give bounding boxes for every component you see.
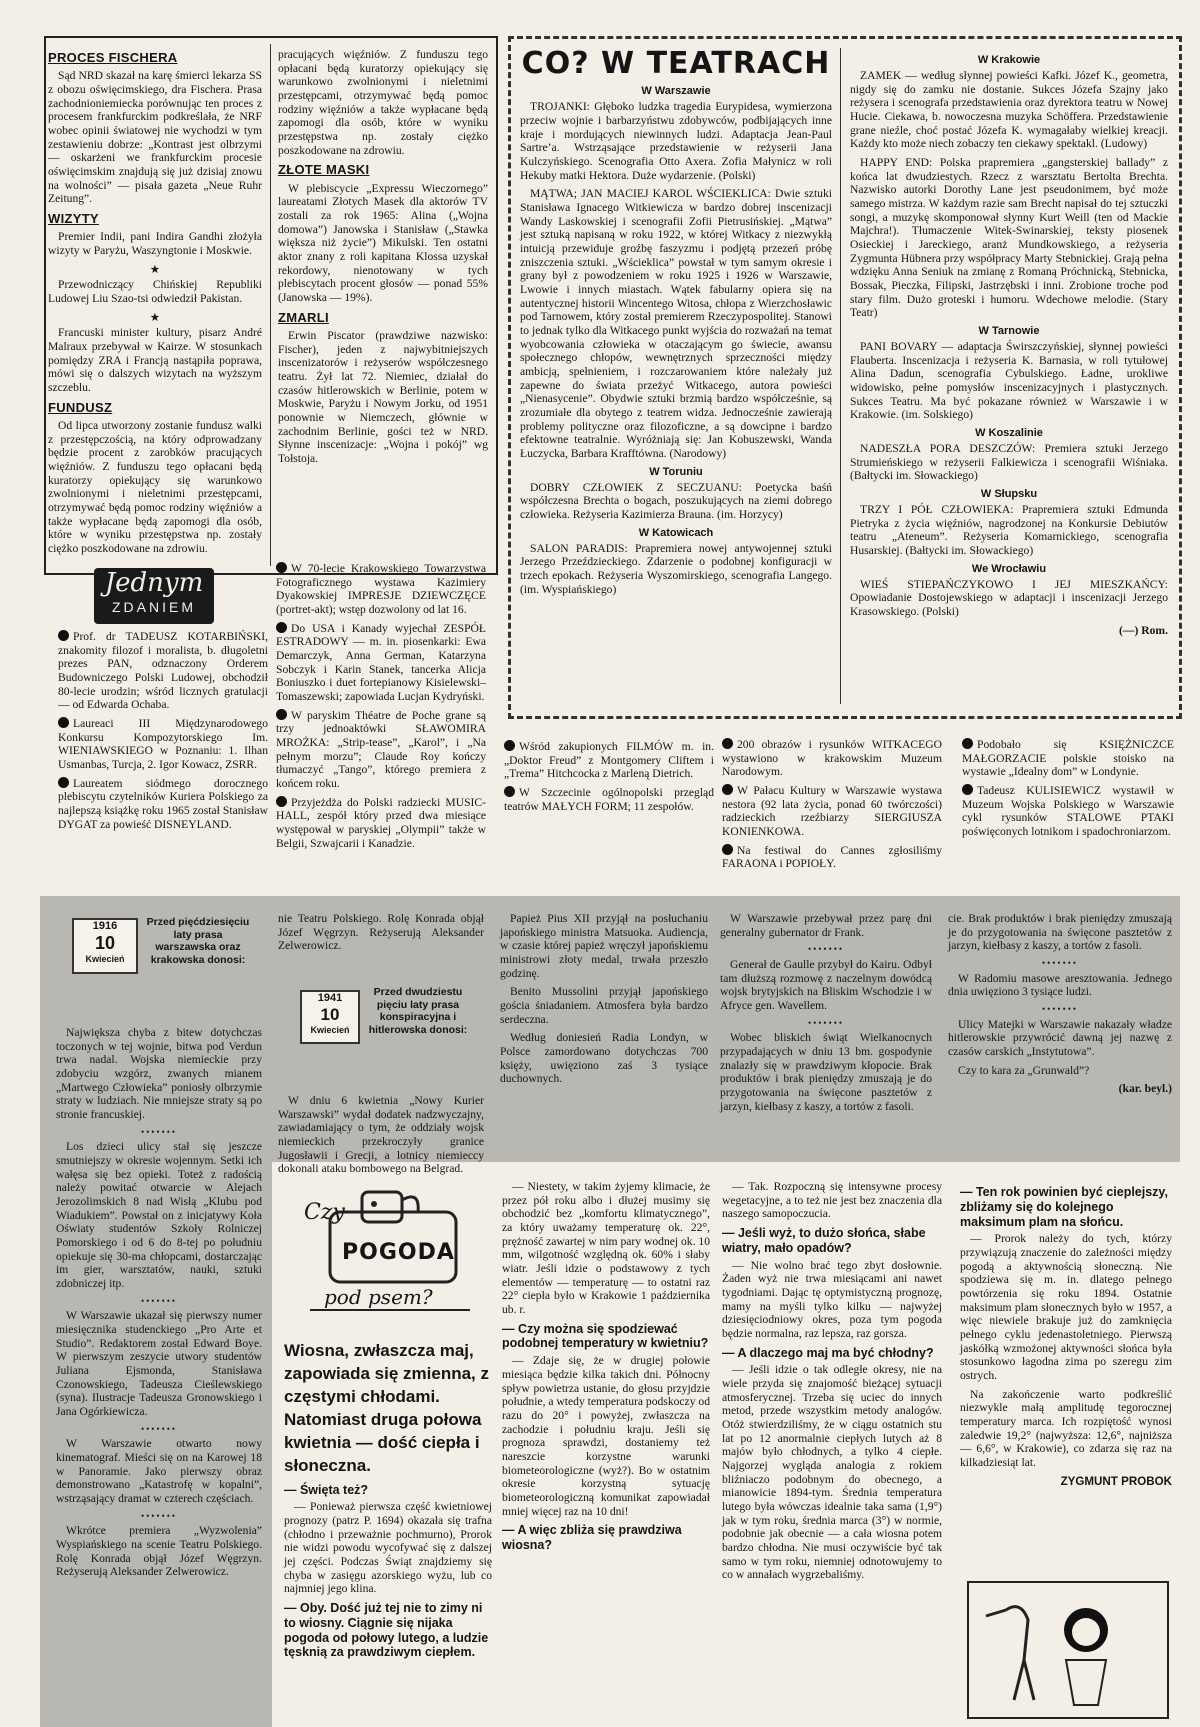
pogoda-question: — A dlaczego maj ma być chłodny? xyxy=(722,1345,934,1360)
proces-text: Sąd NRD skazał na karę śmierci lekarza SS z obozu oświęcimskiego, dra Fischera. Prasa zachodnioniemiecka porównując ten proces z procesem frankfurckim podkreślała, że NRF wobec opinii światowej nie wychodzi w tym zestawieniu dobrze: „Kontrast jest olbrzymi — oskarżeni we frankfurckim procesie oświęcimskim znajdują się już dzisiaj znowu na wolności” — pisała gazeta „Neue Ruhr Zeitung”. xyxy=(48,69,262,206)
theatre-city: W Krakowie xyxy=(977,54,1041,66)
pogoda-answer: — Jeśli idzie o tak odległe okresy, nie na wiele przyda się znajomość bieżącej sytuacji atmosferycznej. Trzeba się uciec do innych metod, przede wszystkim metody analogów. Otóż stwierdziliśmy, że w ciągu ostatnich stu lat po 12 anormalnie ciepłych lutych aż 8 majów było chłodnych, a tylko 4 ciepłe. Najgorzej wygląda analogia z rokiem bliźniaczo podobnym do obecnego, a mianowicie 1894-tym. Średnia temperatura lutego była wówczas idealnie taka sama (1,9°) jak w tym roku, średnia marca (3°) w normie, podobnie jak obecnie — a cała wiosna potem bardzo chłodna. Nie musi oczywiście być tak samo w tym roku, niemniej odnotowujemy to co w annałach wygrzebaliśmy. xyxy=(722,1363,942,1582)
history-item: W Radomiu masowe aresztowania. Jednego dnia uwięziono 3 tysiące ludzi. xyxy=(948,971,1172,999)
pogoda-answer: — Niestety, w takim żyjemy klimacie, że przez pół roku albo i dłużej musimy się obchodzić bez „komfortu klimatycznego”, za który uważamy temperaturę ok. 22°, prężność zawartej w nim pary wodnej ok. 10 mm, wilgotność względną ok. 60% i słaby wiatr. Jeśli idzie o podstawowy z tych elementów — temperaturę — to ostatni raz 22° ciepła było w Krakowie 1 października ub. r. xyxy=(502,1180,710,1317)
jednym-item: Wśród zakupionych FILMÓW m. in. „Doktor Freud” z Montgomery Cliftem i „Trema” Hitchcocka z Marleną Dietrich. xyxy=(504,740,714,781)
theatre-city: W Tarnowie xyxy=(978,325,1040,338)
star-separator: ★ xyxy=(149,262,161,276)
history-item-cont: nie Teatru Polskiego. Rolę Konrada objął Józef Węgrzyn. Reżyserują Aleksander Zelwerowicz. xyxy=(278,912,484,953)
jednym-col-5 xyxy=(962,738,1174,878)
bullet-icon xyxy=(58,630,69,641)
jednym-col-3 xyxy=(504,740,714,880)
pogoda-question: — Oby. Dość już tej nie to zimy ni to wiosny. Ciągnie się nijaka pogoda od połowy lutego, a ludzie tęsknią za prawdziwym ciepłem. xyxy=(284,1601,489,1660)
bullet-icon xyxy=(276,562,287,573)
zmarli-title: ZMARLI xyxy=(278,309,329,325)
bullet-icon xyxy=(722,844,733,855)
pogoda-answer: — Tak. Rozpoczną się intensywne procesy wegetacyjne, a to też nie jest bez znaczenia dla naszego samopoczucia. xyxy=(722,1180,942,1221)
jednym-item: Tadeusz KULISIEWICZ wystawił w Muzeum Wojska Polskiego w Warszawie cykl rysunków STALOWE PTAKI poświęconych lotnikom i spadochroniarzom. xyxy=(962,784,1174,839)
pogoda-col-2 xyxy=(502,1180,710,1725)
news-col-left xyxy=(48,48,262,566)
fundusz-text-cont: pracujących więźniów. Z funduszu tego opłacani będą kuratorzy opiekujący się warunkowo zwolnionymi i nieletnimi przestępcami, otrzymywać będą pomoc rodziny więźniów a także wypłacane będą zapomogi dla osób, które w wyniku przestępstwa np. zostały ciężko poszkodowane na zdrowiu. xyxy=(278,48,488,157)
news-col-right xyxy=(278,48,488,566)
history-item: Czy to kara za „Grunwald”? xyxy=(958,1063,1090,1077)
separator: ••••••• xyxy=(807,1017,845,1028)
pogoda-logo-a: Czy xyxy=(304,1200,345,1225)
bullet-icon xyxy=(962,738,973,749)
jednym-item: Prof. dr TADEUSZ KOTARBIŃSKI, znakomity filozof i moralista, b. długoletni prezes PAN, odznaczony Orderem Budowniczego Polski Ludowej, obchodził 80-lecie urodzin; wśród licznych gratulacji — od Edwarda Ochaba. xyxy=(58,630,268,712)
date-year: 1941 xyxy=(317,992,343,1004)
separator: ••••••• xyxy=(140,1510,178,1521)
pogoda-signature: ZYGMUNT PROBOK xyxy=(1060,1474,1172,1488)
theatre-entry: WIEŚ STIEPAŃCZYKOWO I JEJ MIESZKAŃCY: Opowiadanie Dostojewskiego w adaptacji i inscenizacji Jerzego Krasowskiego. (Polski) xyxy=(850,577,1168,619)
pogoda-answer: — Nie wolno brać tego zbyt dosłownie. Żaden wyż nie trwa miesiącami ani nawet tygodniami. Dając tę optymistyczną prognozę, mamy na myśli tylko kilku — najwyżej dziesięciodniowy okres, poza tym pogoda będzie normalna, raz lepsza, raz gorsza. xyxy=(722,1258,942,1340)
theatre-entry: NADESZŁA PORA DESZCZÓW: Premiera sztuki Jerzego Strumieńskiego w reżyserii Falkiewicza i scenografii Wiśniaka. (Bałtycki im. Słowackiego) xyxy=(850,442,1168,483)
bullet-icon xyxy=(962,784,973,795)
jednym-item: Laureaci III Międzynarodowego Konkursu Kompozytorskiego Im. WIENIAWSKIEGO w Poznaniu: 1. Ilhan Usmanbas, Turcja, 2. Igor Kowacz, ZSRR. xyxy=(58,717,268,772)
theatre-city: W Katowicach xyxy=(638,526,714,539)
separator: ••••••• xyxy=(1041,958,1079,969)
pogoda-question: — Jeśli wyż, to dużo słońca, słabe wiatry, mało opadów? xyxy=(722,1226,926,1255)
bullet-icon xyxy=(58,717,69,728)
theatre-city: We Wrocławiu xyxy=(971,562,1047,575)
jednym-item: Laureatem siódmego dorocznego plebiscytu czytelników Kuriera Polskiego za najlepszą książkę roku 1965 został Stanisław DYGAT za powieść DISNEYLAND. xyxy=(58,776,268,831)
wizyty-item: Przewodniczący Chińskiej Republiki Ludowej Liu Szao-tsi odwiedził Pakistan. xyxy=(48,278,262,306)
history-1941-d xyxy=(948,912,1172,1158)
logo-line1: Jednym xyxy=(104,568,204,598)
history-item: W Warszawie przebywał przez parę dni generalny gubernator dr Frank. xyxy=(720,912,932,939)
fundusz-text: Od lipca utworzony zostanie fundusz walki z przestępczością, na który odprowadzany będzie procent z zarobków pracujących więźniów. Z funduszu tego opłacani będą kuratorzy opiekujący się warunkowo zwolnionymi i nieletnimi przestępcami, otrzymywać będą pomoc rodziny więźniów a także wypłacane będą zapomogi dla osób, które w wyniku przestępstwa np. zostały ciężko poszkodowane na zdrowiu. xyxy=(48,419,262,556)
theatre-entry: SALON PARADIS: Prapremiera nowej antywojennej sztuki Jerzego Przeździeckiego. Zdarzenie o podobnej konfiguracji w trzech epokach. Reżyseria Wyszomirskiego, scenografia Langego. (im. Wyspiańskiego) xyxy=(520,541,832,596)
date-year: 1916 xyxy=(92,920,118,932)
jednym-col-1 xyxy=(58,630,268,875)
wizyty-title: WIZYTY xyxy=(48,211,99,227)
column-divider xyxy=(270,44,271,566)
pogoda-answer: — Zdaje się, że w drugiej połowie miesiąca będzie kilka takich dni. Północny spływ powietrza ustanie, do głosu przyjdzie południe, a wtedy temperatura podskoczy od razu do 20° i powyżej, zwłaszcza na zachodzie i południu kraju. Jeśli się prognoza sprawdzi, dostaniemy też nareszcie korzystne warunki biometeorologiczne (wyż?). Bo w ostatnim okresie korzystną sytuację biometeorologiczną komunikat zapowiadał mniej więcej raz na 10 dni! xyxy=(502,1354,710,1518)
history-item: Wkrótce premiera „Wyzwolenia” Wyspiańskiego na scenie Teatru Polskiego. Rolę Konrada objął Józef Węgrzyn. Reżyserują Aleksander Zelwerowicz. xyxy=(56,1524,262,1579)
pogoda-question: — Ten rok powinien być cieplejszy, zbliżamy się do kolejnego maksimum plam na słońcu. xyxy=(960,1185,1168,1229)
zlote-title: ZŁOTE MASKI xyxy=(278,162,370,178)
jednym-zdaniem-logo xyxy=(94,568,214,624)
pogoda-col-1 xyxy=(284,1340,492,1725)
date-month: Kwiecień xyxy=(310,1025,350,1036)
history-item: Ulicy Matejki w Warszawie nakazały władze hitlerowskie przywrócić dawną jej nazwę z czasów carskich „Instytutowa”. xyxy=(948,1017,1172,1058)
history-item: Największa chyba z bitew dotychczas toczonych w tej wojnie, bitwa pod Verdun trwa nadal. Wojska niemieckie przy zdobyciu wzgórz, zwanych mianem „Martwego Człowieka” poniosły olbrzymie straty w ludziach. Nie mniejsze straty są po stronie francuskiej. xyxy=(56,1026,262,1122)
jednym-col-4 xyxy=(722,738,942,878)
separator: ••••••• xyxy=(1041,1003,1079,1014)
jednym-item: W 70-lecie Krakowskiego Towarzystwa Fotograficznego wystawa Kazimiery Dyakowskiej IMPRESJE DZIEWCZĘCE (portret-akt); wstęp dozwolony od lat 16. xyxy=(276,562,486,617)
history-signature: (kar. beyl.) xyxy=(1118,1082,1172,1096)
theatre-city: W Toruniu xyxy=(649,465,703,478)
bullet-icon xyxy=(276,796,287,807)
theatre-city: W Słupsku xyxy=(980,488,1038,501)
pogoda-logo xyxy=(300,1182,480,1332)
theatre-title: CO? W TEATRACH xyxy=(521,46,831,81)
history-item: Generał de Gaulle przybył do Kairu. Odbył tam dłuższą rozmowę z naczelnym dowódcą wojsk brytyjskich na Bliskim Wschodzie i w Afryce gen. Wavellem. xyxy=(720,957,932,1012)
theatre-signature: (—) Rom. xyxy=(1119,623,1168,637)
jednym-item: Do USA i Kanady wyjechał ZESPÓŁ ESTRADOWY — m. in. piosenkarki: Ewa Demarczyk, Anna German, Katarzyna Sobczyk i Karin Stanek, tancerka Alicja Boniuszko i duet fortepianowy Kisielewski–Tomaszewski; zapowiada Lucjan Kydryński. xyxy=(276,621,486,704)
theatre-entry: MĄTWA; JAN MACIEJ KAROL WŚCIEKLICA: Dwie sztuki Stanisława Ignacego Witkiewicza w bardzo dobrej inscenizacji Wandy Laskowskiej i scenografii Zofii Pietrusińskiej. „Mątwa” jest sztuką napisaną w roku 1922, w której Witkacy z niezwykłą intuicją przewiduje groźbę faszyzmu i podjętą przezeń próbę zniszczenia sztuki. „Wścieklica” powstał w tym samym okresie i grany był z powodzeniem w roku 1925 i 1926 w Warszawie, Lwowie i innych miastach. Wątek fabularny opiera się na autentycznej historii Wincentego Witosa, chłopa z Wierzchosławic pod Tarnowem, który został premierem Rzeczypospolitej. Stanowi to jednak tylko dla Witkacego punkt wyjścia do rozważań na temat wyobcowania człowieka w otaczającym go świecie, awansu społecznego chłopów, wewnętrznych sprzeczności między ambicją, spełnieniem, i rozczarowaniem które należały już zapewne do świata przeżyć Witkacego, autora powieści „Nienasycenie”. Obydwie sztuki brzmią bardzo współcześnie, są zrozumiałe dla obytego z teatrem widza. Jednocześnie zawierają problemy polityczne oraz filozoficzne, a są dowcipne i bardzo efektowne teatralnie. Wyróżniają się: Jan Kobuszewski, Wanda Łuczycka, Barbara Krafftówna. (Narodowy) xyxy=(520,187,832,461)
jednym-item: W paryskim Théatre de Poche grane są trzy jednoaktówki SŁAWOMIRA MROŻKA: „Strip-tease”, „Karol”, i „Na pełnym morzu”; Claude Roy kończy tłumaczyć „Tango”, którego premiera z końcem roku. xyxy=(276,708,486,791)
proces-title: PROCES FISCHERA xyxy=(48,50,178,65)
date-box-1916 xyxy=(72,918,138,974)
history-item: cie. Brak produktów i brak pieniędzy zmuszają je do przygotowania na święcone pasztetów z jarzyn, kiełbasy z kaszy, a tortów z fasoli. xyxy=(948,912,1172,953)
fundusz-title: FUNDUSZ xyxy=(48,399,113,415)
wizyty-item: Premier Indii, pani Indira Gandhi złożyła wizyty w Paryżu, Waszyngtonie i Moskwie. xyxy=(48,230,262,258)
history-item: Wobec bliskich świąt Wielkanocnych przypadających w dniu 13 bm. gospodynie znalazły się w prawdziwym kłopocie. Brak produktów i brak pieniędzy zmuszają je do przygotowania na święcone pasztetów z jarzyn, kiełbasy z kaszy, a tortów z fasoli. xyxy=(720,1031,932,1113)
pogoda-logo-b: POGODA xyxy=(342,1240,455,1265)
pogoda-lead: Wiosna, zwłaszcza maj, zapowiada się zmienna, z częstymi chłodami. Natomiast druga połowa kwietnia — dość ciepła i słoneczna. xyxy=(284,1341,490,1475)
pogoda-col-3 xyxy=(722,1180,942,1725)
pogoda-col-4 xyxy=(960,1180,1172,1575)
pogoda-question: — Czy można się spodziewać podobnej temperatury w kwietniu? xyxy=(502,1321,709,1351)
pogoda-answer: Na zakończenie warto podkreślić niezwykle małą amplitudę tegorocznej temperatury marca. Ich rozpiętość wynosi zaledwie 19,2° (najwyższa: 12,6°, najniższa — 6,6°, w Krakowie), co zdarza się raz na kilkadziesiąt lat. xyxy=(960,1387,1172,1469)
theatre-col-1 xyxy=(520,46,832,708)
theatre-entry: TRZY I PÓŁ CZŁOWIEKA: Prapremiera sztuki Edmunda Pietryka z życia więźniów, nagrodzonej na Konkursie Debiutów teatru „Ateneum”. Reżyseria Komarnickiego, scenografia Husarskiej. (Bałtycki im. Słowackiego) xyxy=(850,503,1168,558)
date-day: 10 xyxy=(94,932,116,953)
history-item: Los dzieci ulicy stał się jeszcze smutniejszy w okresie wojennym. Setki ich wałęsa się bez opieki. Toteż z radością należy powitać otwarcie w Alejach Jerozolimskich 8 nad Wisłą „Klubu pod Wiadukiem”. Powstał on z inicjatywy Koła Oświaty studentów Szkoły Rolniczej Pomorskiego i od 6 do 8-tej po południu opiekuje się 30-ma chłopcami, dostarczając im gier, warsztatów, nauki, sztuki zdobniczej itp. xyxy=(56,1140,262,1291)
theatre-entry: HAPPY END: Polska prapremiera „gangsterskiej ballady” z końca lat dwudziestych. Rzecz z warsztatu Bertolta Brechta. Nazwisko autorki Dorothy Lane jest pseudonimem, być może samego mistrza. W każdym razie sam Brecht napisał do tej sztuczki songi, a muzykę skomponował słynny Kurt Weill (ten od Mackie Majchra!). Tłumaczenie Witek-Swinarskiej, teksty piosenek Osieckiej i Jareckiego, aranż Mundkowskiego, a reżyseria Zygmunta Hübnera przy współpracy Marty Stebnickiej. Grają pełna wdzięku Anna Seniuk na zmianę z Romaną Próchnicką, Stebnicka, Bossak, Pieczka, Filipski, Jastrzębski i inni. Zrobione troche pod stary film. Dużo groteski i humoru. Wdechowe melodie. (Stary Teatr) xyxy=(850,156,1168,320)
separator: ••••••• xyxy=(140,1423,178,1434)
stork-illustration xyxy=(966,1580,1170,1720)
caption-1916: Przed pięćdziesięciu laty prasa warszawska oraz krakowska donosi: xyxy=(146,916,250,966)
date-day: 10 xyxy=(320,1004,340,1024)
history-item: W dniu 6 kwietnia „Nowy Kurier Warszawski” wydał dodatek nadzwyczajny, zawiadamiający o tym, że oddziały wojsk niemieckich przekroczyły granice Jugosławii i Grecji, a lotnicy niemieccy dokonali ataku bombowego na Belgrad. xyxy=(278,1094,484,1176)
bullet-icon xyxy=(722,738,733,749)
pogoda-answer: — Prorok należy do tych, którzy przywiązują znaczenie do zależności między pogodą a aktywnością słoneczną. Nie spodziewa się m. in. dlatego pełnego powtórzenia się roku 1894. Ostatnie maksimum plam słonecznych było w 1957, a więc niewiele brakuje już do zamknięcia pełnego cyklu jedenastoletniego. Pierwszą jaskółką wzmożonej aktywności słońca była stosunkowo łagodna zima po szeregu zim ostrych. xyxy=(960,1232,1172,1382)
jednym-item: Na festiwal do Cannes zgłosiliśmy FARAONA i POPIOŁY. xyxy=(722,843,942,871)
history-1941-c xyxy=(720,912,932,1158)
separator: ••••••• xyxy=(140,1295,178,1306)
theatre-city: W Warszawie xyxy=(641,85,711,98)
zmarli-text: Erwin Piscator (prawdziwe nazwisko: Fischer), jeden z najwybitniejszych inscenizatorów i reżyserów współczesnego teatru. Żył lat 72. Niemiec, działał do czasów hitlerowskich w Berlinie, potem w Moskwie, Paryżu i Nowym Jorku, od 1951 ponownie w Niemczech, głównie w zachodnim Berlinie, gości też w NRD. Słynne inscenizacje: „Wojna i pokój” wg Tołstoja. xyxy=(278,329,488,466)
date-box-1941 xyxy=(300,990,360,1044)
history-item: Benito Mussolini przyjął japońskiego gościa śniadaniem. Atmosfera była bardzo serdeczna. xyxy=(500,985,708,1026)
separator: ••••••• xyxy=(807,944,845,955)
theatre-city: W Koszalinie xyxy=(975,427,1043,440)
jednym-item: Podobało się KSIĘŻNICZCE MAŁGORZACIE polskie stoisko na wystawie „Idealny dom” w Londynie. xyxy=(962,738,1174,779)
pogoda-logo-c: pod psem? xyxy=(324,1285,433,1309)
theatre-col-2 xyxy=(850,50,1168,708)
zlote-text: W plebiscycie „Expressu Wieczornego” laureatami Złotych Masek dla aktorów TV zostali za rok 1965: Alina („Wojna domowa”) Janowska i Stanisław („Stawka większa niż życie”) Mikulski. Ten ostatni aktor znany z roli kapitana Klossa uzyskał rekordowy, nienotowany w tych plebiscytach procent głosów — ponad 55% (Janowska — 19%). xyxy=(278,181,488,305)
history-item: Według doniesień Radia Londyn, w Polsce zamordowano dotychczas 700 księży, uwięziono zaś 3 tysiące duchownych. xyxy=(500,1031,708,1086)
history-item: W Warszawie ukazał się pierwszy numer miesięcznika studenckiego „Pro Arte et Studio”. Redaktorem został Edward Boye. W pierwszym zeszycie utwory studentów Juliana Ejsmonda, Stanisława Czonowskiego, Tadeusza Cieślewskiego (syna). Ilustracje Tadeusza Gronowskiego i Jana Ogórkiewicza. xyxy=(56,1309,262,1419)
jednym-item: W Pałacu Kultury w Warszawie wystawa nestora (92 lata życia, ponad 60 twórczości) radzieckich rzeźbiarzy SIERGIUSZA KONIENKOWA. xyxy=(722,784,942,839)
separator: ••••••• xyxy=(140,1126,178,1137)
jednym-item: W Szczecinie ogólnopolski przegląd teatrów MAŁYCH FORM; 11 zespołów. xyxy=(504,786,714,813)
theatre-entry: DOBRY CZŁOWIEK Z SECZUANU: Poetycka baśń współczesna Brechta o bogach, poszukujących na ziemi dobrego człowieka. Reżyseria Kazimierza Brauna. (im. Horzycy) xyxy=(520,480,832,522)
history-item: W Warszawie otwarto nowy kinematograf. Mieści się on na Karowej 18 w Panoramie. Jako pierwszy obraz demonstrowano „Katastrofę w kopalni”, wstrząsający dramat w czterech częściach. xyxy=(56,1437,262,1505)
history-item: Papież Pius XII przyjął na posłuchaniu japońskiego ministra Matsuoka. Audiencja, w czasie której papież wręczył japońskiemu ministrowi złoty medal, trwała przeszło godzinę. xyxy=(500,912,708,980)
theatre-entry: TROJANKI: Głęboko ludzka tragedia Eurypidesa, wymierzona przeciw wojnie i barbarzyństwu zdobywców, podbijających inne kraje i mordujących niewinnych ludzi. Adaptacja Jean-Paul Sartre’a. Wstrząsające przedstawienie w reżyserii Jana Kulczyńskiego. Scenografia Otto Axera. Zofia Małynicz w roli Hekuby matki Hektora. Duże wydarzenie. (Polski) xyxy=(520,100,832,182)
theatre-entry: ZAMEK — według słynnej powieści Kafki. Józef K., geometra, nigdy się do zamku nie dostanie. Sukces Józefa Szajny jako reżysera i scenografa przedstawienia oraz dyrektora teatru w Nowej Hucie. Ciekawa, b. nowoczesna muzyka Schöffera. Przedstawienie grane nieźle, choć postać Józefa K. wymagałaby wielkiej kreacji. Każdy kto może niech zobaczy ten ciekawy spektakl. (Ludowy) xyxy=(850,68,1168,151)
bullet-icon xyxy=(504,786,515,797)
bullet-icon xyxy=(276,709,287,720)
history-1916-col xyxy=(56,1026,262,1724)
date-month: Kwiecień xyxy=(85,954,125,965)
theatre-entry: PANI BOVARY — adaptacja Świrszczyńskiej, słynnej powieści Flauberta. Inscenizacja i reżyseria K. Barnasia, w roli tytułowej Alina Dadun, scenografia Cybulskiego. Ładne, urokliwe widowisko, pełne pomysłów inscenizacyjnych i plastycznych. Sukces Teatru. Ma być pokazane również w Warszawie i w Krakowie. (im. Solskiego) xyxy=(850,340,1168,422)
bullet-icon xyxy=(58,777,69,788)
bullet-icon xyxy=(504,740,515,751)
bullet-icon xyxy=(276,622,287,633)
jednym-col-2 xyxy=(276,562,486,877)
pogoda-question: — Święta też? xyxy=(284,1482,369,1497)
pogoda-answer: — Ponieważ pierwsza część kwietniowej prognozy (patrz P. 1694) okazała się trafna (chłodno i przeważnie pochmurno), Prorok nie widzi powodu wycofywać się z dalszej jej części. Podczas Świąt znajdziemy się chyba w zasięgu azorskiego wyżu, lub co najmniej jego klina. xyxy=(284,1500,492,1596)
wizyty-item: Francuski minister kultury, pisarz André Malraux przebywał w Kairze. W stosunkach pomiędzy ZRA i Francją nastąpiła poprawa, mówi się o dalszych wizytach na wyższym szczeblu. xyxy=(48,326,262,395)
history-1941-a xyxy=(278,1094,484,1176)
pogoda-question: — A więc zbliża się prawdziwa wiosna? xyxy=(502,1523,682,1553)
star-separator: ★ xyxy=(149,310,161,324)
caption-1941: Przed dwudziestu pięciu laty prasa konspiracyjna i hitlerowska donosi: xyxy=(368,986,468,1036)
bullet-icon xyxy=(722,784,733,795)
logo-line2: ZDANIEM xyxy=(112,599,196,615)
column-divider xyxy=(840,48,841,704)
jednym-item: 200 obrazów i rysunków WITKACEGO wystawiono w krakowskim Muzeum Narodowym. xyxy=(722,738,942,779)
history-1941-b xyxy=(500,912,708,1158)
history-1916-cont xyxy=(278,912,484,974)
stork-icon xyxy=(966,1580,1170,1720)
jednym-item: Przyjeżdża do Polski radziecki MUSIC-HALL, zespół który przed dwa miesiące występował w paryskiej „Olympii” także w Belgii, Szwajcarii i Kanadzie. xyxy=(276,795,486,850)
